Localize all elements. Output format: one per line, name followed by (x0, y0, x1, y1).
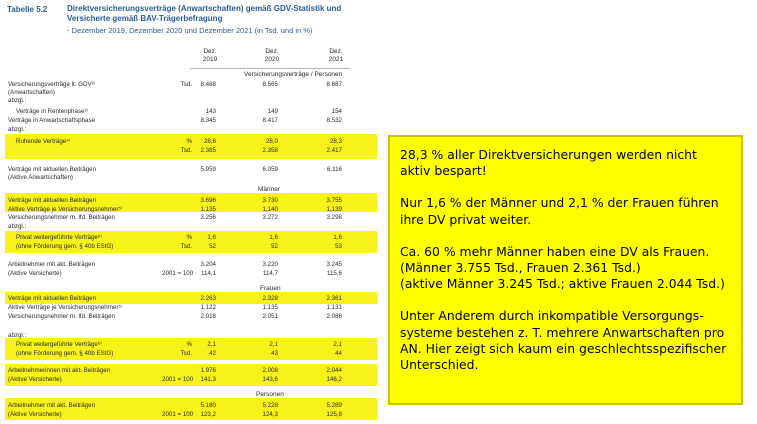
row-label: Arbeitnehmerinnen mit akt. Beiträgen (8, 367, 111, 374)
row-label: Aktive Verträge je Versicherungsnehmer⁵⁾ (8, 206, 123, 213)
cell-2021: 6.116 (326, 166, 342, 173)
row-label: Ruhende Verträge⁴⁾ (16, 138, 71, 145)
table-row (0, 303, 385, 312)
cell-2021: 3.298 (326, 214, 342, 221)
table-row (0, 213, 385, 222)
row-label: (Anwartschaften) (8, 89, 55, 96)
row-label: (Aktive Anwartschaften) (8, 174, 73, 181)
table-row (0, 340, 385, 349)
cell-2019: 2.263 (200, 295, 216, 302)
cell-2020: 28,0 (265, 138, 278, 145)
cell-2019: 5.959 (200, 166, 216, 173)
row-label: Verträge in Anwartschaftsphase (8, 117, 96, 124)
table-row (0, 242, 385, 251)
cell-2020: 149 (267, 108, 278, 115)
table-subtitle: - Dezember 2019, Dezember 2020 und Dezember 2021 (in Tsd. und in %) (67, 26, 313, 35)
cell-2019: 5.180 (200, 402, 216, 409)
cell-2020: 143,6 (262, 376, 278, 383)
row-unit: Tsd. (180, 147, 192, 154)
row-label: abzgl.: (8, 223, 27, 230)
cell-2019: 3.204 (200, 261, 216, 268)
cell-2020: 6.059 (262, 166, 278, 173)
row-label: abzgl.: (8, 126, 27, 133)
table-row (0, 125, 385, 134)
table-row (0, 366, 385, 375)
table-row (0, 96, 385, 105)
row-label: Verträge mit aktuellen Beiträgen (8, 197, 97, 204)
cell-2021: 1,6 (333, 234, 342, 241)
table-label: Tabelle 5.2 (7, 5, 48, 14)
section-heading-vertraege: Versicherungsverträge / Personen (244, 71, 343, 78)
cell-2021: 3.245 (326, 261, 342, 268)
cell-2021: 2,1 (333, 341, 342, 348)
row-unit: 2001 = 100 (162, 270, 194, 277)
table-row (0, 269, 385, 278)
cell-2021: 8.532 (326, 117, 342, 124)
note-line: Ca. 60 % mehr Männer haben eine DV als Frauen. (400, 243, 710, 259)
cell-2021: 2.088 (326, 313, 342, 320)
cell-2021: 44 (335, 350, 342, 357)
cell-2021: 53 (335, 243, 342, 250)
cell-2019: 52 (209, 243, 216, 250)
row-label: (Aktive Versicherte) (8, 376, 62, 383)
section-heading-frauen: Frauen (260, 285, 281, 292)
cell-2019: 3.256 (200, 214, 216, 221)
cell-2019: 2.018 (200, 313, 216, 320)
table-row (0, 173, 385, 182)
row-label: (Aktive Versicherte) (8, 411, 62, 418)
cell-2020: 3.730 (262, 197, 278, 204)
cell-2019: 8.345 (200, 117, 216, 124)
cell-2020: 8.565 (262, 81, 278, 88)
cell-2021: 125,8 (326, 411, 342, 418)
table-title: Direktversicherungsverträge (Anwartschaften) gemäß GDV-Statistik und Versicherte gemäß BAV-Trägerbefragung (67, 4, 342, 23)
table-row (0, 137, 385, 146)
row-label: Arbeitnehmer mit akt. Beiträgen (8, 261, 96, 268)
cell-2020: 1,6 (269, 234, 278, 241)
row-label: Privat weitergeführte Verträge⁶⁾ (16, 341, 102, 348)
table-row (0, 222, 385, 231)
table-row (0, 331, 385, 340)
row-label: Verträge mit aktuellen Beiträgen (8, 295, 97, 302)
cell-2020: 43 (271, 350, 278, 357)
cell-2020: 2.051 (262, 313, 278, 320)
row-unit: 2001 = 100 (162, 411, 194, 418)
section-heading-maenner: Männer (258, 186, 281, 193)
row-label: Arbeitnehmer mit akt. Beiträgen (8, 402, 96, 409)
column-header-2020: Dez. 2020 (264, 48, 280, 63)
table-row (0, 375, 385, 384)
row-label: abzgl.: (8, 332, 27, 339)
row-unit: 2001 = 100 (162, 376, 194, 383)
row-label: Versicherungsnehmer m. lfd. Beiträgen (8, 214, 115, 221)
cell-2020: 3.220 (262, 261, 278, 268)
cell-2019: 42 (209, 350, 216, 357)
cell-2020: 2.358 (262, 147, 278, 154)
table-row (0, 196, 385, 205)
row-label: (ohne Förderung gem. § 40b EStG) (16, 243, 114, 250)
row-label: Versicherungsnehmer m. lfd. Beiträgen (8, 313, 115, 320)
row-label: Verträge in Rentenphase³⁾ (16, 108, 89, 115)
cell-2021: 2.044 (326, 367, 342, 374)
table-row (0, 260, 385, 269)
section-heading-personen: Personen (256, 391, 284, 398)
cell-2020: 8.417 (262, 117, 278, 124)
row-label: abzgl.: (8, 97, 27, 104)
table-row (0, 312, 385, 321)
column-header-2019: Dez. 2019 (202, 48, 218, 63)
note-paragraph (400, 244, 731, 293)
cell-2020: 52 (271, 243, 278, 250)
note-paragraph: 28,3 % aller Direktversicherungen werden nicht aktiv bespart! (400, 147, 697, 179)
cell-2021: 28,3 (329, 138, 342, 145)
cell-2020: 1,135 (262, 304, 278, 311)
cell-2019: 123,2 (200, 411, 216, 418)
cell-2020: 5.228 (262, 402, 278, 409)
cell-2021: 1,131 (326, 304, 342, 311)
cell-2021: 2.361 (326, 295, 342, 302)
table-row (0, 233, 385, 242)
cell-2020: 3.272 (262, 214, 278, 221)
cell-2021: 3.755 (326, 197, 342, 204)
row-unit: Tsd. (180, 243, 192, 250)
cell-2019: 141,3 (200, 376, 216, 383)
note-line: (Männer 3.755 Tsd., Frauen 2.361 Tsd.) (400, 260, 641, 276)
table-row (0, 294, 385, 303)
cell-2019: 1,6 (207, 234, 216, 241)
cell-2019: 28,6 (203, 138, 216, 145)
note-line: (aktive Männer 3.245 Tsd.; aktive Frauen 2.044 Tsd.) (400, 276, 725, 292)
table-row (0, 401, 385, 410)
cell-2019: 3.696 (200, 197, 216, 204)
row-unit: Tsd. (180, 81, 192, 88)
cell-2019: 1.976 (200, 367, 216, 374)
cell-2019: 8.488 (200, 81, 216, 88)
table-row (0, 349, 385, 358)
row-label: Verträge mit aktuellen Beiträgen (8, 166, 97, 173)
row-label: Aktive Verträge je Versicherungsnehmer⁵⁾ (8, 304, 123, 311)
cell-2020: 1,140 (262, 206, 278, 213)
cell-2019: 114,1 (200, 270, 216, 277)
column-header-2021: Dez. 2021 (328, 48, 344, 63)
row-unit: % (186, 341, 192, 348)
cell-2021: 115,6 (326, 270, 342, 277)
cell-2020: 114,7 (262, 270, 278, 277)
cell-2020: 2.008 (262, 367, 278, 374)
cell-2019: 1,122 (200, 304, 216, 311)
table-row (0, 146, 385, 155)
row-label: (ohne Förderung gem. § 40b EStG) (16, 350, 114, 357)
cell-2019: 1,135 (200, 206, 216, 213)
row-label: (Aktive Versicherte) (8, 270, 62, 277)
cell-2020: 2,1 (269, 341, 278, 348)
note-paragraph: Unter Anderem durch inkompatible Versorgungs-systeme bestehen z. T. mehrere Anwartschaften pro AN. Hier zeigt sich kaum ein geschlechtsspezifischer Unterschied. (400, 308, 727, 373)
row-label: Versicherungsverträge lt. GDV²⁾ (8, 81, 96, 88)
cell-2021: 154 (331, 108, 342, 115)
cell-2020: 2.328 (262, 295, 278, 302)
cell-2021: 146,2 (326, 376, 342, 383)
cell-2019: 143 (205, 108, 216, 115)
cell-2021: 5.289 (326, 402, 342, 409)
cell-2021: 8.687 (326, 81, 342, 88)
cell-2021: 1,139 (326, 206, 342, 213)
row-unit: % (186, 234, 192, 241)
cell-2019: 2.385 (200, 147, 216, 154)
header-rule (190, 68, 350, 69)
note-paragraph: Nur 1,6 % der Männer und 2,1 % der Frauen führen ihre DV privat weiter. (400, 195, 719, 227)
cell-2019: 2,1 (207, 341, 216, 348)
row-unit: % (186, 138, 192, 145)
cell-2021: 2.417 (326, 147, 342, 154)
table-row (0, 107, 385, 116)
summary-note-box (388, 135, 743, 405)
table-row (0, 116, 385, 125)
row-unit: Tsd. (180, 350, 192, 357)
cell-2020: 124,3 (262, 411, 278, 418)
table-row (0, 410, 385, 419)
row-label: Privat weitergeführte Verträge⁶⁾ (16, 234, 102, 241)
